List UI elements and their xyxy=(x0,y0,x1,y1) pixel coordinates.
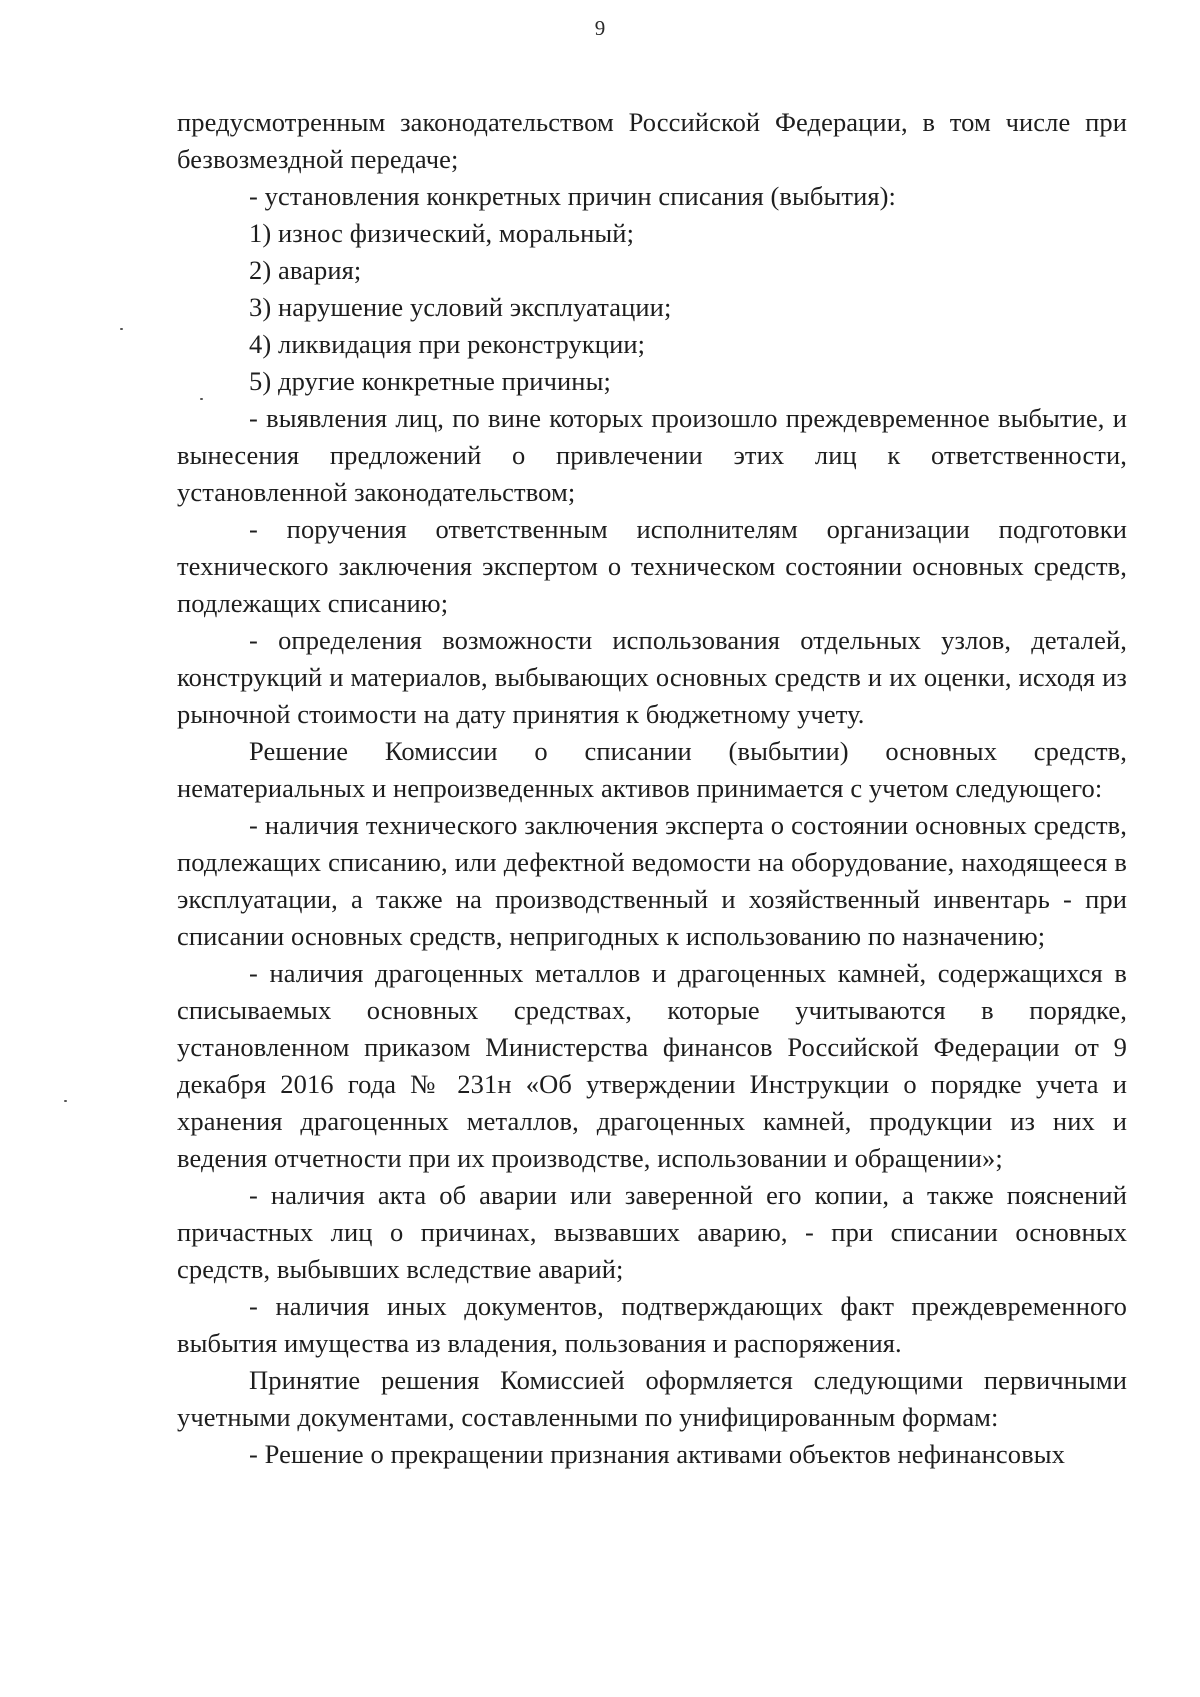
list-item: 4) ликвидация при реконструкции; xyxy=(249,329,646,359)
paragraph: предусмотренным законодательством Российской Федерации, в том числе при безвозмездной передаче; xyxy=(177,107,1127,174)
scan-speck xyxy=(200,398,203,400)
list-item: - наличия акта об аварии или заверенной его копии, а также пояснений причастных лиц о причинах, вызвавших аварию, - при списании основных средств, выбывших вследствие аварий; xyxy=(177,1180,1127,1284)
page-number: 9 xyxy=(594,16,606,40)
list-item: - наличия технического заключения эксперта о состоянии основных средств, подлежащих списанию, или дефектной ведомости на оборудование, находящееся в эксплуатации, а также на производственный и хозяйственный инвентарь - при списании основных средств, непригодных к использованию по назначению; xyxy=(177,810,1127,951)
list-item: - Решение о прекращении признания активами объектов нефинансовых xyxy=(249,1439,1065,1469)
list-item: 5) другие конкретные причины; xyxy=(249,366,611,396)
list-item: - установления конкретных причин списания (выбытия): xyxy=(249,181,897,211)
list-item: 3) нарушение условий эксплуатации; xyxy=(249,292,672,322)
list-item: - наличия иных документов, подтверждающих факт преждевременного выбытия имущества из владения, пользования и распоряжения. xyxy=(177,1291,1127,1358)
paragraph: Решение Комиссии о списании (выбытии) основных средств, нематериальных и непроизведенных активов принимается с учетом следующего: xyxy=(177,736,1127,803)
list-item: - поручения ответственным исполнителям организации подготовки технического заключения экспертом о техническом состоянии основных средств, подлежащих списанию; xyxy=(177,514,1127,618)
list-item: 2) авария; xyxy=(249,255,362,285)
list-item: - определения возможности использования отдельных узлов, деталей, конструкций и материалов, выбывающих основных средств и их оценки, исходя из рыночной стоимости на дату принятия к бюджетному учету. xyxy=(177,625,1127,729)
list-item: 1) износ физический, моральный; xyxy=(249,218,635,248)
scan-speck xyxy=(120,328,123,330)
list-item: - наличия драгоценных металлов и драгоценных камней, содержащихся в списываемых основных средствах, которые учитываются в порядке, установленном приказом Министерства финансов Российской Федерации от 9 декабря 2016 года № 231н «Об утверждении Инструкции о порядке учета и хранения драгоценных металлов, драгоценных камней, продукции из них и ведения отчетности при их производстве, использовании и обращении»; xyxy=(177,958,1127,1173)
list-item: - выявления лиц, по вине которых произошло преждевременное выбытие, и вынесения предложений о привлечении этих лиц к ответственности, установленной законодательством; xyxy=(177,403,1127,507)
document-body xyxy=(177,104,1127,1473)
paragraph: Принятие решения Комиссией оформляется следующими первичными учетными документами, составленными по унифицированным формам: xyxy=(177,1365,1127,1432)
scan-speck xyxy=(64,1100,67,1102)
